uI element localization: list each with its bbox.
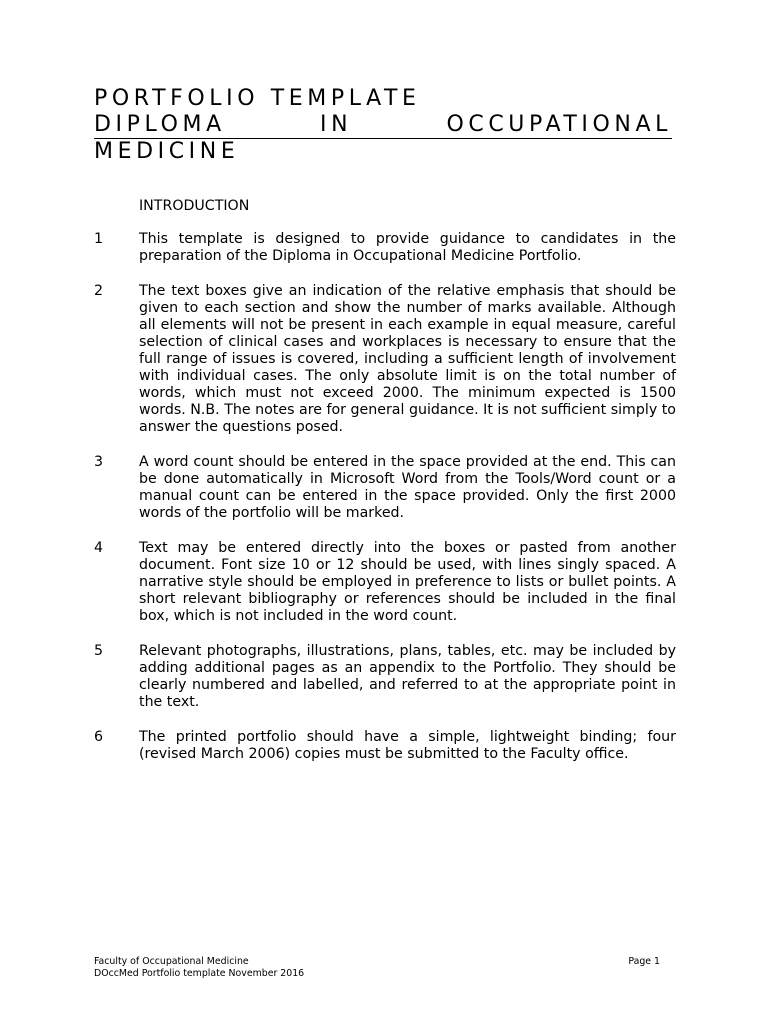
list-item-number: 3: [94, 454, 104, 470]
list-item: [94, 643, 676, 711]
numbered-list: [94, 231, 676, 781]
list-item: [94, 729, 676, 763]
list-item-number: 1: [94, 231, 104, 247]
title-word-2: IN: [320, 112, 353, 137]
footer-organisation: Faculty of Occupational Medicine: [94, 956, 249, 967]
title-word-1: DIPLOMA: [94, 112, 226, 137]
list-item-text: Text may be entered directly into the boxes or pasted from another document. Font size 10 or 12 should be used, with lines singly spaced. A narrative style should be employed in preference to lists or bullet points. A short relevant bibliography or references should be included in the final box, which is not included in the word count.: [139, 540, 676, 624]
list-item-number: 5: [94, 643, 104, 659]
list-item: [94, 540, 676, 625]
list-item-number: 2: [94, 283, 104, 299]
title-line-2: [94, 112, 672, 139]
list-item: [94, 231, 676, 265]
list-item-text: This template is designed to provide guidance to candidates in the preparation of the Diploma in Occupational Medicine Portfolio.: [139, 231, 676, 264]
list-item-text: Relevant photographs, illustrations, plans, tables, etc. may be included by adding additional pages as an appendix to the Portfolio. They should be clearly numbered and labelled, and referred to at the appropriate point in the text.: [139, 643, 676, 710]
section-heading: INTRODUCTION: [139, 198, 250, 214]
list-item-number: 4: [94, 540, 104, 556]
list-item: [94, 454, 676, 522]
list-item-text: The text boxes give an indication of the relative emphasis that should be given to each section and show the number of marks available. Although all elements will not be present in each example in equal measure, careful selection of clinical cases and workplaces is necessary to ensure that the full range of issues is covered, including a sufficient length of involvement with individual cases. The only absolute limit is on the total number of words, which must not exceed 2000. The minimum expected is 1500 words. N.B. The notes are for general guidance. It is not sufficient simply to answer the questions posed.: [139, 283, 676, 435]
page-footer: [94, 956, 660, 980]
footer-row: [94, 956, 660, 968]
document-title: [94, 86, 674, 165]
list-item-text: The printed portfolio should have a simple, lightweight binding; four (revised March 2006) copies must be submitted to the Faculty office.: [139, 729, 676, 762]
list-item-text: A word count should be entered in the space provided at the end. This can be done automatically in Microsoft Word from the Tools/Word count or a manual count can be entered in the space provided. Only the first 2000 words of the portfolio will be marked.: [139, 454, 676, 521]
footer-document-id: DOccMed Portfolio template November 2016: [94, 968, 305, 979]
title-line-3: MEDICINE: [94, 139, 240, 164]
footer-page-number: Page 1: [628, 956, 660, 967]
list-item: [94, 283, 676, 436]
list-item-number: 6: [94, 729, 104, 745]
title-word-3: OCCUPATIONAL: [446, 112, 672, 137]
title-line-1: PORTFOLIO TEMPLATE: [94, 86, 421, 111]
